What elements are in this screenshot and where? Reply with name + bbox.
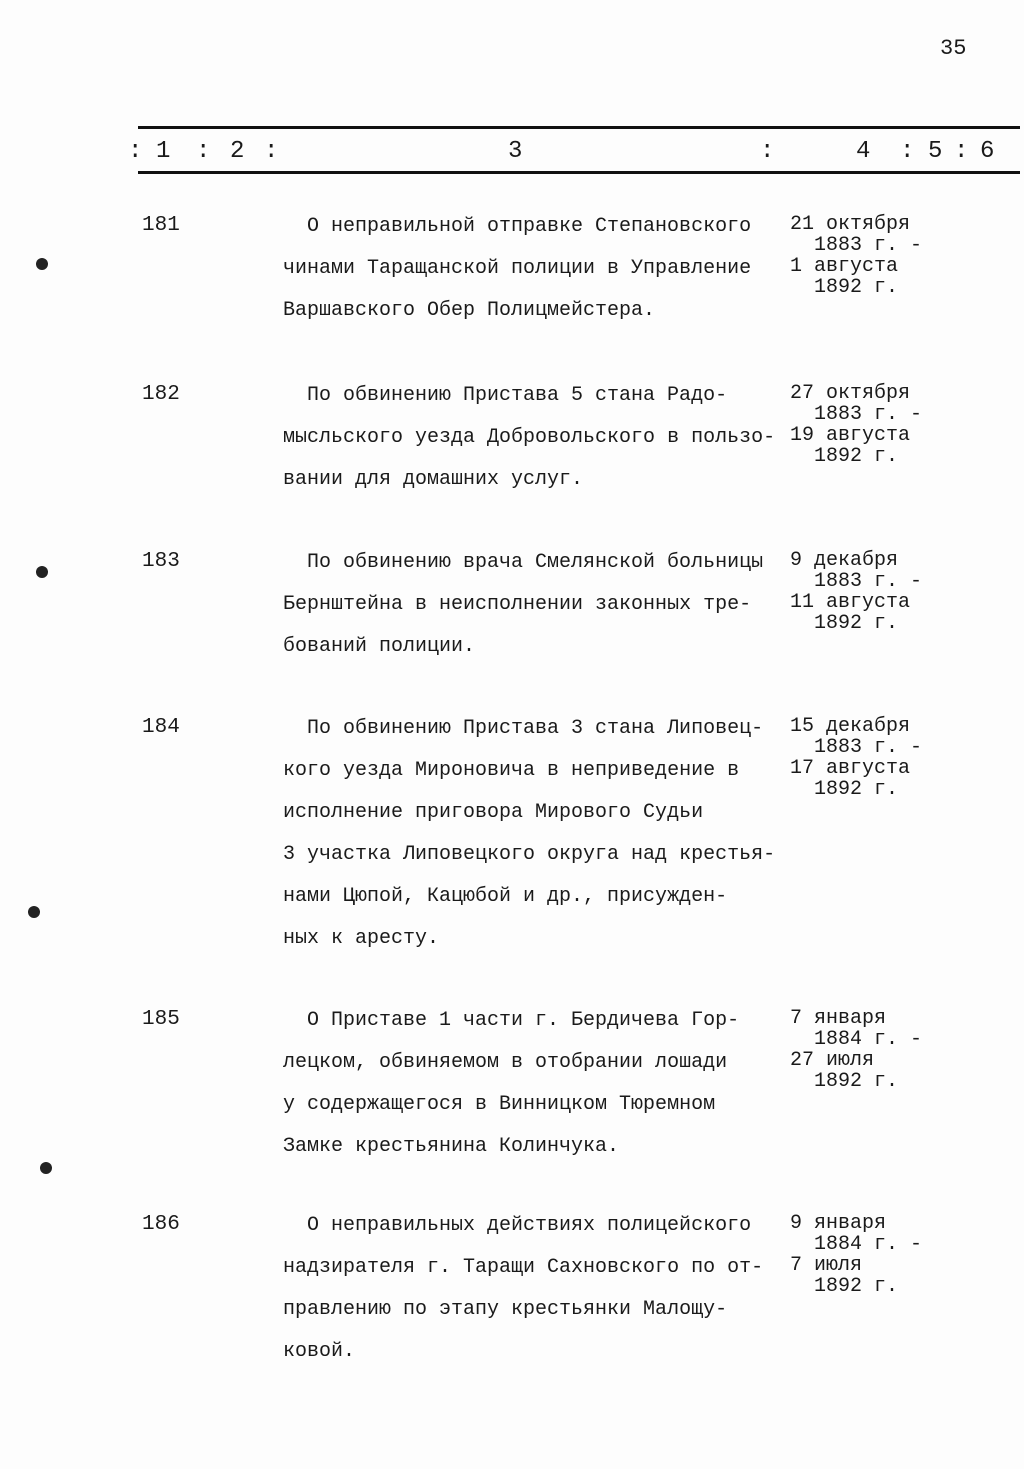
date-line: 17 августа <box>790 757 911 780</box>
entry-description <box>283 383 813 509</box>
description-line: нами Цюпой, Кацюбой и др., присужден- <box>283 885 728 908</box>
date-line: 1883 г. - <box>814 570 923 593</box>
date-line: 1892 г. <box>814 1275 899 1298</box>
entry-number: 185 <box>142 1008 180 1031</box>
description-line: ных к аресту. <box>283 927 440 950</box>
entry-number: 186 <box>142 1213 180 1236</box>
description-line: 3 участка Липовецкого округа над крестья- <box>283 843 776 866</box>
date-line: 1892 г. <box>814 1070 899 1093</box>
description-line: исполнение приговора Мирового Судьи <box>283 801 704 824</box>
description-line: По обвинению Пристава 5 стана Радо- <box>307 384 728 407</box>
description-line: О Приставе 1 части г. Бердичева Гор- <box>307 1009 740 1032</box>
entry-number: 181 <box>142 214 180 237</box>
column-header: 4 <box>856 138 871 165</box>
date-line: 15 декабря <box>790 715 911 738</box>
description-line: мысльского уезда Добровольского в пользо- <box>283 426 776 449</box>
date-line: 1884 г. - <box>814 1233 923 1256</box>
description-line: кого уезда Мироновича в неприведение в <box>283 759 740 782</box>
date-line: 27 июля <box>790 1049 875 1072</box>
punch-hole-mark <box>36 258 48 270</box>
column-header: 5 <box>928 138 943 165</box>
header-rule-bottom <box>138 171 1020 174</box>
description-line: правлению по этапу крестьянки Малощу- <box>283 1298 728 1321</box>
date-line: 21 октября <box>790 213 911 236</box>
entry-dates <box>790 716 922 800</box>
description-line: у содержащегося в Винницком Тюремном <box>283 1093 716 1116</box>
column-header: 1 <box>156 138 171 165</box>
entry-description <box>283 716 813 968</box>
description-line: О неправильной отправке Степановского <box>307 215 752 238</box>
entry-dates <box>790 1213 922 1297</box>
entry-number: 184 <box>142 716 180 739</box>
description-line: О неправильных действиях полицейского <box>307 1214 752 1237</box>
header-rule-top <box>138 126 1020 129</box>
date-line: 1892 г. <box>814 612 899 635</box>
date-line: 1884 г. - <box>814 1028 923 1051</box>
entry-number: 182 <box>142 383 180 406</box>
date-line: 27 октября <box>790 382 911 405</box>
description-line: вании для домашних услуг. <box>283 468 584 491</box>
description-line: чинами Таращанской полиции в Управление <box>283 257 752 280</box>
entry-number: 183 <box>142 550 180 573</box>
date-line: 9 января <box>790 1212 887 1235</box>
column-header: 2 <box>230 138 245 165</box>
entry-description <box>283 214 813 340</box>
date-line: 1892 г. <box>814 778 899 801</box>
description-line: По обвинению Пристава 3 стана Липовец- <box>307 717 764 740</box>
description-line: Замке крестьянина Колинчука. <box>283 1135 620 1158</box>
column-header: 6 <box>980 138 995 165</box>
date-line: 1892 г. <box>814 276 899 299</box>
document-page: 35 : 1 : 2 : 3 : 4 : 5 : 6 181 О неправильной отправке Степановского чинами Таращанской полиции в Управление Варшавского Обер Полицмейстера. 21 октября 1883 г. - 1 августа 1892 г. 182 По обвинению Пристава 5 стана Радо- мысльского уезда Добровольского в пользо- вании для домашних услуг. 27 октября 1883 г. - 19 августа 1892 г. 183 По обвинению врача Смелянской больницы Бернштейна в неисполнении законных тре- бований полиции. 9 декабря 1883 г. - 11 августа 1892 г. 184 По обвинению Пристава 3 стана Липовец- кого уезда Мироновича в неприведение в исполнение приговора Мирового Судьи 3 участка Липовецкого округа над крестья- нами Цюпой, Кацюбой и др., присужден- ных к аресту. 15 декабря 1883 г. - 17 августа 1892 г. 185 О Приставе 1 части г. Бердичева Гор- лецком, обвиняемом в отобрании лошади у содержащегося в Винницком Тюремном Замке крестьянина Колинчука. 7 января 1884 г. - 27 июля 1892 г. 186 О неправильных действиях полицейского надзирателя г. Таращи Сахновского по от- правлению по этапу крестьянки Малощу- ковой. 9 января 1884 г. - 7 июля 1892 г. <box>0 0 1024 1469</box>
description-line: надзирателя г. Таращи Сахновского по от- <box>283 1256 764 1279</box>
entry-dates <box>790 383 922 467</box>
description-line: бований полиции. <box>283 635 476 658</box>
date-line: 1883 г. - <box>814 736 923 759</box>
punch-hole-mark <box>40 1162 52 1174</box>
date-line: 1 августа <box>790 255 899 278</box>
page-number: 35 <box>940 36 967 61</box>
punch-hole-mark <box>28 906 40 918</box>
date-line: 11 августа <box>790 591 911 614</box>
date-line: 1883 г. - <box>814 403 923 426</box>
date-line: 7 января <box>790 1007 887 1030</box>
description-line: Бернштейна в неисполнении законных тре- <box>283 593 752 616</box>
punch-hole-mark <box>36 566 48 578</box>
entry-description <box>283 550 813 676</box>
date-line: 9 декабря <box>790 549 899 572</box>
date-line: 1892 г. <box>814 445 899 468</box>
description-line: По обвинению врача Смелянской больницы <box>307 551 764 574</box>
date-line: 7 июля <box>790 1254 863 1277</box>
column-header: 3 <box>508 138 523 165</box>
date-line: 19 августа <box>790 424 911 447</box>
entry-description <box>283 1213 813 1381</box>
entry-description <box>283 1008 813 1176</box>
description-line: ковой. <box>283 1340 356 1363</box>
date-line: 1883 г. - <box>814 234 923 257</box>
description-line: Варшавского Обер Полицмейстера. <box>283 299 656 322</box>
entry-dates <box>790 214 922 298</box>
entry-dates <box>790 550 922 634</box>
description-line: лецком, обвиняемом в отобрании лошади <box>283 1051 728 1074</box>
entry-dates <box>790 1008 922 1092</box>
